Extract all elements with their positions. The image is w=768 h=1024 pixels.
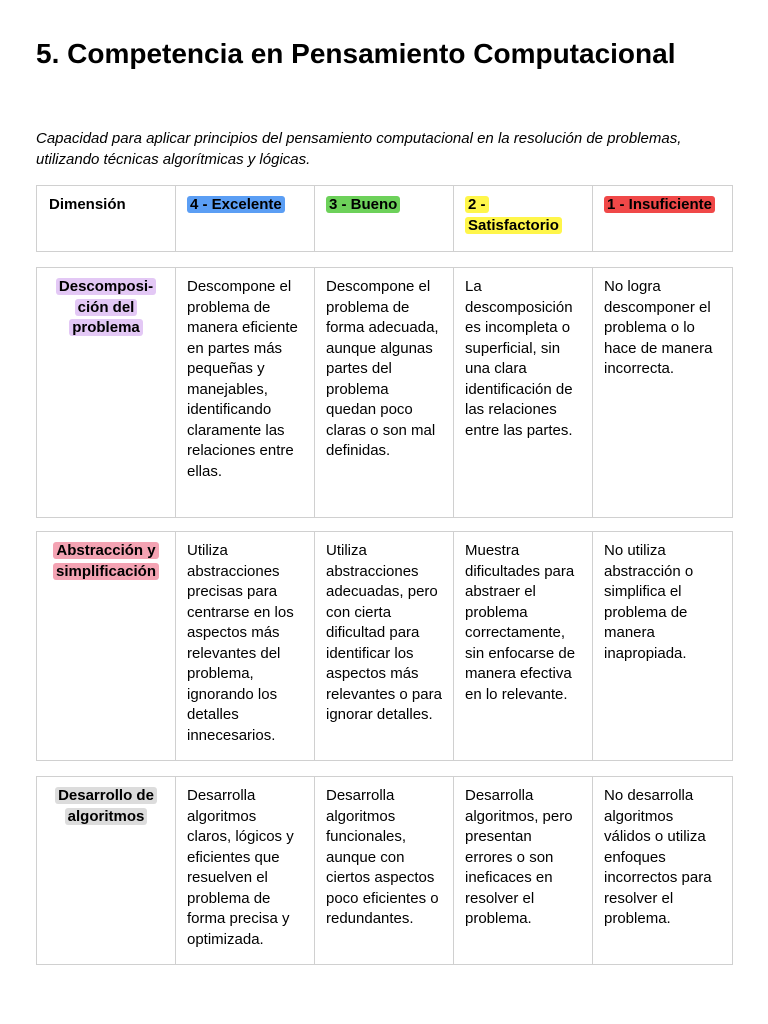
dimension-badge: Abstracción y simplificación <box>53 542 159 580</box>
rubric-row-abstraccion <box>36 531 733 761</box>
level-2-badge: 2 - Satisfactorio <box>465 196 562 234</box>
table-row <box>37 532 733 761</box>
criterion-cell-satisfactorio: Desarrolla algoritmos, pero presentan errores o son ineficaces en resolver el problema. <box>454 777 593 965</box>
criterion-cell-bueno: Desarrolla algoritmos funcionales, aunque con ciertos aspectos poco eficientes o redundantes. <box>315 777 454 965</box>
rubric-header <box>36 185 733 252</box>
level-1-badge: 1 - Insuficiente <box>604 196 715 213</box>
dimension-cell <box>37 532 176 761</box>
criterion-cell-satisfactorio: La descomposición es incompleta o superficial, sin una clara identificación de las relaciones entre las partes. <box>454 268 593 518</box>
rubric-row-algoritmos <box>36 776 733 965</box>
criterion-cell-insuficiente: No desarrolla algoritmos válidos o utiliza enfoques incorrectos para resolver el problema. <box>593 777 733 965</box>
page-title: 5. Competencia en Pensamiento Computacional <box>36 38 676 69</box>
header-level-2 <box>454 186 593 252</box>
dimension-badge: Desarrollo de algoritmos <box>55 787 157 825</box>
criterion-cell-satisfactorio: Muestra dificultades para abstraer el problema correctamente, sin enfocarse de manera efectiva en lo relevante. <box>454 532 593 761</box>
criterion-cell-excelente: Descompone el problema de manera eficiente en partes más pequeñas y manejables, identificando claramente las relaciones entre ellas. <box>176 268 315 518</box>
criterion-cell-bueno: Utiliza abstracciones adecuadas, pero con cierta dificultad para identificar los aspectos más relevantes o para ignorar detalles. <box>315 532 454 761</box>
rubric-row-descomposicion <box>36 267 733 518</box>
level-3-badge: 3 - Bueno <box>326 196 400 213</box>
criterion-cell-excelente: Desarrolla algoritmos claros, lógicos y eficientes que resuelven el problema de forma precisa y optimizada. <box>176 777 315 965</box>
criterion-cell-bueno: Descompone el problema de forma adecuada, aunque algunas partes del problema quedan poco claras o son mal definidas. <box>315 268 454 518</box>
table-row <box>37 268 733 518</box>
criterion-cell-excelente: Utiliza abstracciones precisas para centrarse en los aspectos más relevantes del problema, ignorando los detalles innecesarios. <box>176 532 315 761</box>
header-level-1 <box>593 186 733 252</box>
level-4-badge: 4 - Excelente <box>187 196 285 213</box>
header-dimension <box>37 186 176 252</box>
dimension-badge: Descomposi-ción del problema <box>56 278 156 336</box>
header-level-4 <box>176 186 315 252</box>
criterion-cell-insuficiente: No logra descomponer el problema o lo hace de manera incorrecta. <box>593 268 733 518</box>
page-subtitle: Capacidad para aplicar principios del pensamiento computacional en la resolución de problemas, utilizando técnicas algorítmicas y lógicas. <box>36 130 682 168</box>
table-row <box>37 777 733 965</box>
header-row <box>37 186 733 252</box>
criterion-cell-insuficiente: No utiliza abstracción o simplifica el problema de manera inapropiada. <box>593 532 733 761</box>
header-dimension-label: Dimensión <box>49 196 126 213</box>
header-level-3 <box>315 186 454 252</box>
dimension-cell <box>37 777 176 965</box>
dimension-cell <box>37 268 176 518</box>
